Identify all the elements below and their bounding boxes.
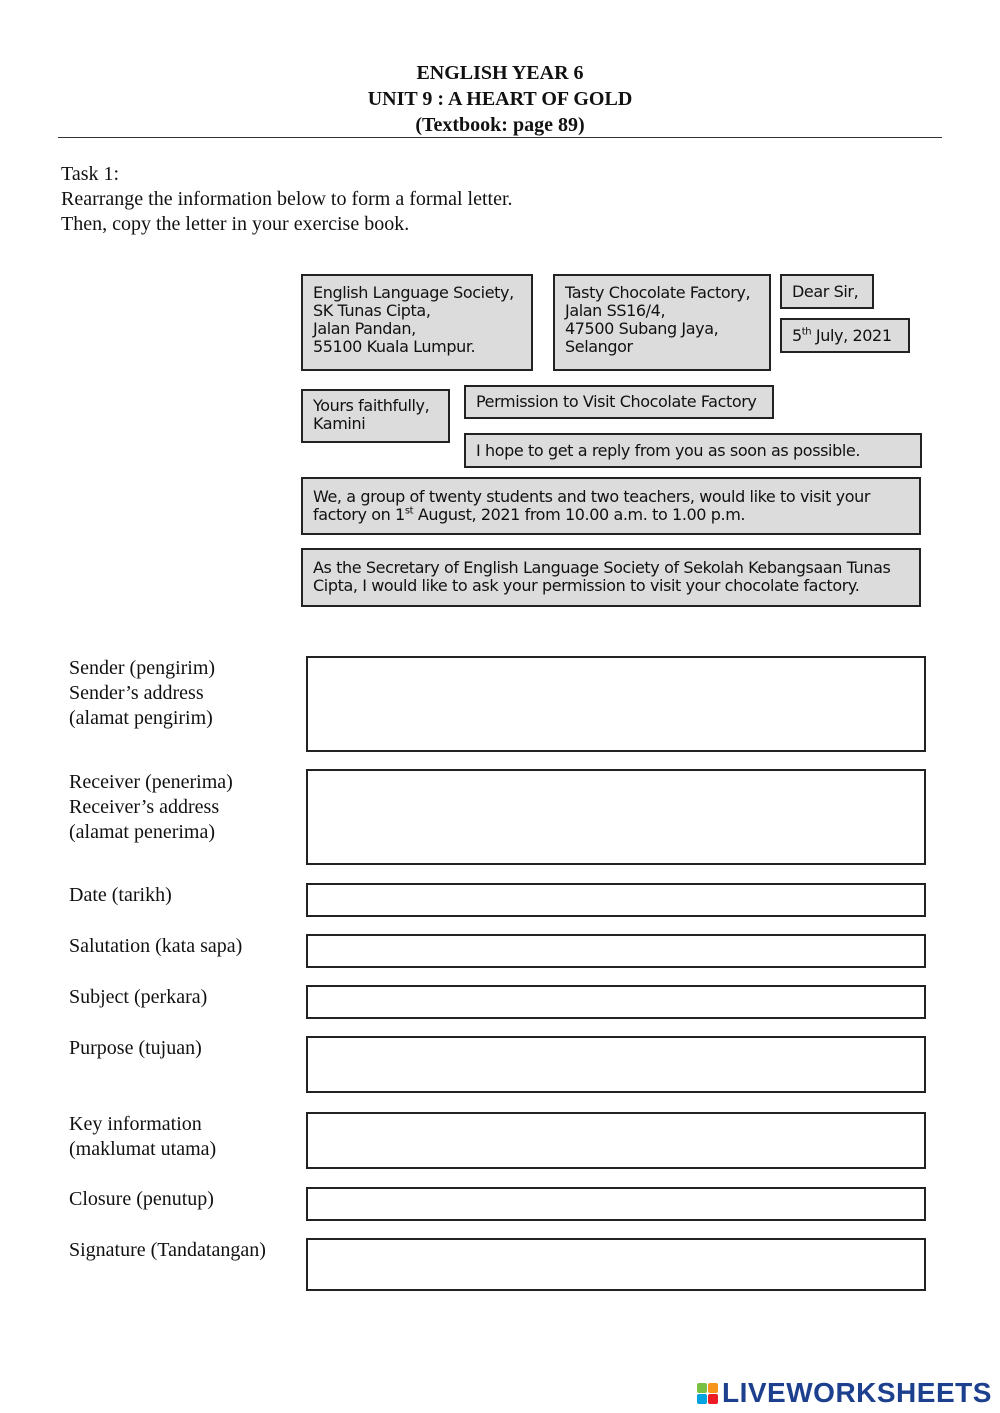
answer-box-signature[interactable] xyxy=(306,1238,926,1291)
header-unit: UNIT 9 : A HEART OF GOLD xyxy=(367,88,633,110)
card-receiver-address[interactable]: Tasty Chocolate Factory, Jalan SS16/4, 47500 Subang Jaya, Selangor xyxy=(553,274,771,371)
label-purpose: Purpose (tujuan) xyxy=(69,1037,202,1059)
label-salutation: Salutation (kata sapa) xyxy=(69,935,243,957)
answer-box-purpose[interactable] xyxy=(306,1036,926,1093)
label-receiver: Receiver (penerima) Receiver’s address (alamat penerima) xyxy=(69,771,233,843)
answer-box-key-information[interactable] xyxy=(306,1112,926,1169)
liveworksheets-logo xyxy=(697,1377,992,1409)
task-line-1: Rearrange the information below to form a formal letter. xyxy=(61,188,513,210)
task-line-2: Then, copy the letter in your exercise book. xyxy=(61,213,410,235)
logo-mark-icon xyxy=(697,1383,718,1404)
header-divider xyxy=(58,137,942,138)
card-salutation[interactable]: Dear Sir, xyxy=(780,274,874,309)
card-closing-line[interactable]: I hope to get a reply from you as soon as possible. xyxy=(464,433,922,468)
header-course: ENGLISH YEAR 6 xyxy=(416,62,584,84)
answer-box-salutation[interactable] xyxy=(306,934,926,968)
label-date: Date (tarikh) xyxy=(69,884,172,906)
label-subject: Subject (perkara) xyxy=(69,986,208,1008)
label-key-information: Key information (maklumat utama) xyxy=(69,1113,217,1160)
card-sender-address[interactable]: English Language Society, SK Tunas Cipta, Jalan Pandan, 55100 Kuala Lumpur. xyxy=(301,274,533,371)
card-date[interactable]: 5th July, 2021 xyxy=(780,318,910,353)
task-title: Task 1: xyxy=(61,163,120,185)
card-purpose[interactable]: As the Secretary of English Language Society of Sekolah Kebangsaan Tunas Cipta, I would like to ask your permission to visit your chocolate factory. xyxy=(301,548,921,607)
label-sender: Sender (pengirim) Sender’s address (alamat pengirim) xyxy=(69,657,216,729)
label-signature: Signature (Tandatangan) xyxy=(69,1239,266,1261)
card-key-information[interactable]: We, a group of twenty students and two teachers, would like to visit your factory on 1st August, 2021 from 10.00 a.m. to 1.00 p.m. xyxy=(301,477,921,535)
card-closure[interactable]: Yours faithfully, Kamini xyxy=(301,389,450,443)
task-instructions xyxy=(61,162,513,237)
logo-text: LIVEWORKSHEETS xyxy=(722,1377,992,1408)
header-textbook-page: (Textbook: page 89) xyxy=(415,114,585,136)
worksheet-header xyxy=(0,60,1000,138)
answer-box-receiver[interactable] xyxy=(306,769,926,865)
answer-box-sender[interactable] xyxy=(306,656,926,752)
answer-box-closure[interactable] xyxy=(306,1187,926,1221)
answer-box-subject[interactable] xyxy=(306,985,926,1019)
card-subject[interactable]: Permission to Visit Chocolate Factory xyxy=(464,385,774,419)
answer-box-date[interactable] xyxy=(306,883,926,917)
label-closure: Closure (penutup) xyxy=(69,1188,214,1210)
